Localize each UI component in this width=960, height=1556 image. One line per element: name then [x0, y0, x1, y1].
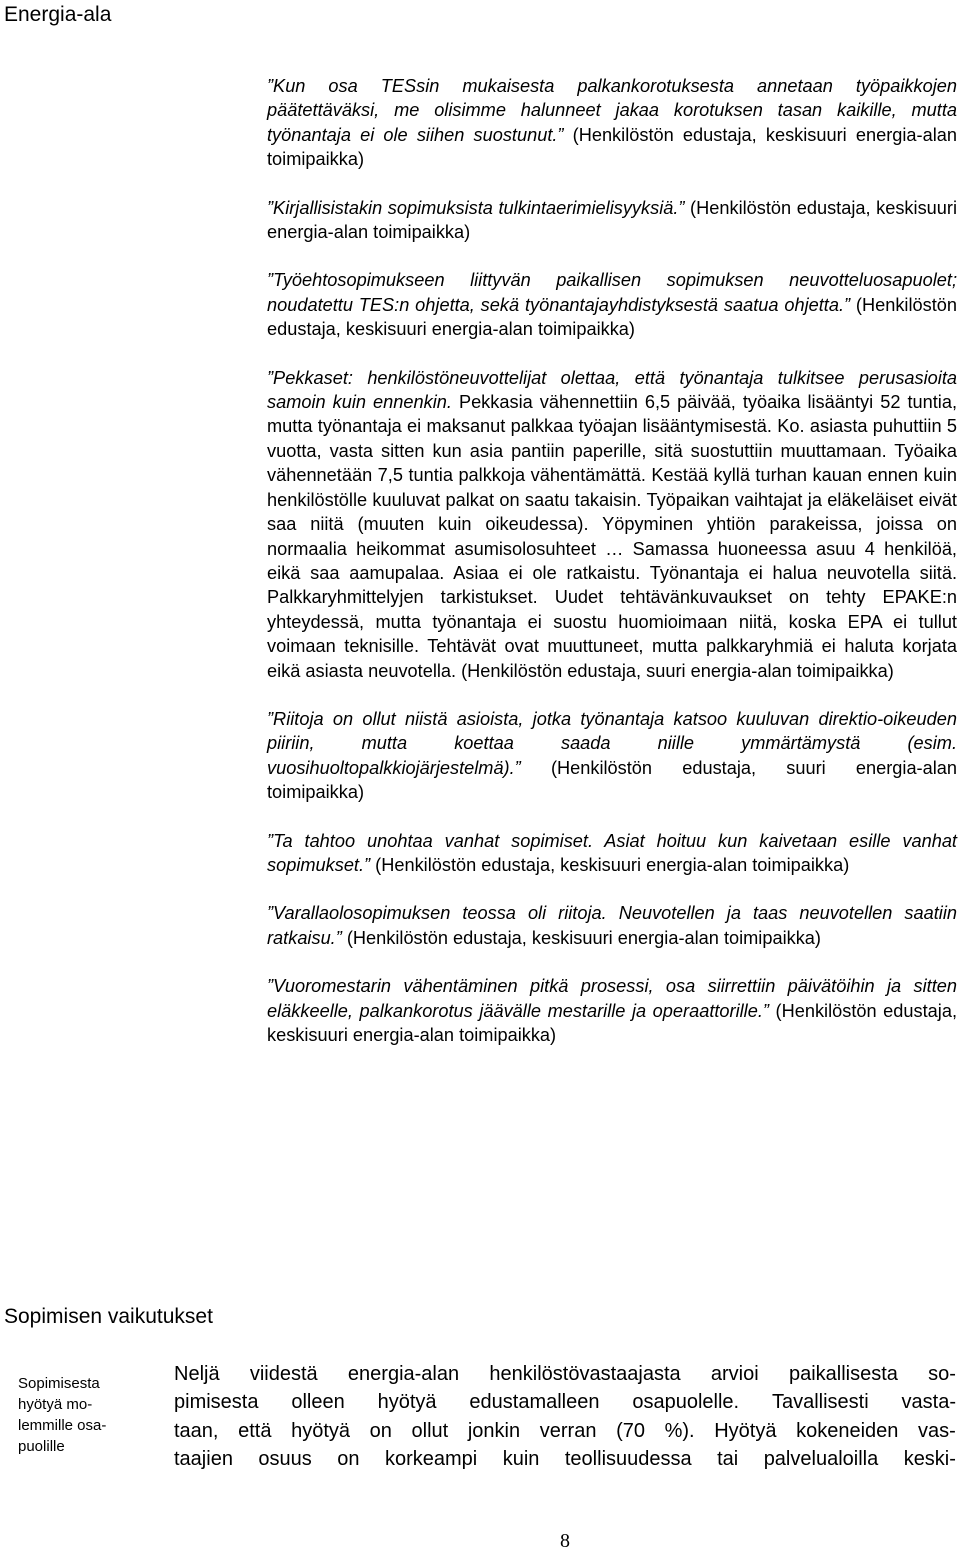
quote-paragraph: [267, 366, 957, 683]
quote-list: [267, 74, 957, 1071]
quote-source: (Henkilöstön edustaja, suuri energia-alan toimipaikka): [267, 757, 957, 803]
quote-source: (Henkilöstön edustaja, keskisuuri energia-alan toimipaikka): [267, 1000, 957, 1045]
margin-note-line: Sopimisesta: [18, 1375, 100, 1392]
body-word: (70: [616, 1419, 645, 1442]
body-word: on: [369, 1419, 392, 1442]
quote-text: ”Työehtosopimukseen liittyvän paikallisen sopimuksen neuvotteluosapuolet; noudatettu TES:n ohjetta, sekä työnantajayhdistyksestä saatua ohjetta.”: [267, 270, 957, 315]
margin-note-line: puolille: [18, 1438, 65, 1455]
body-line: [174, 1445, 956, 1473]
body-word: palvelualoilla: [763, 1447, 879, 1470]
quote-source: (Henkilöstön edustaja, keskisuuri energia-alan toimipaikka): [267, 294, 957, 340]
body-word: taan,: [174, 1419, 219, 1442]
body-word: keski-: [903, 1447, 956, 1470]
quote-text: ”Kun osa TESsin mukaisesta palkankorotuksesta annetaan työpaikkojen päätettäväksi, me olisimme halunneet jakaa korotuksen tasan kaikille, mutta työnantaja ei ole siihen suostunut.”: [267, 76, 957, 145]
body-word: paikallisesta: [788, 1363, 898, 1385]
body-word: kokeneiden: [796, 1419, 899, 1442]
quote-source: (Henkilöstön edustaja, keskisuuri energia-alan toimipaikka): [341, 927, 821, 948]
body-paragraph: [174, 1360, 956, 1473]
page-number: 8: [560, 1530, 570, 1552]
quote-paragraph: [267, 829, 957, 878]
body-line: [174, 1360, 956, 1388]
body-word: hyötyä: [291, 1419, 351, 1442]
margin-note-line: lemmille osa-: [18, 1417, 107, 1434]
body-word: teollisuudessa: [564, 1447, 692, 1470]
quote-paragraph: [267, 901, 957, 950]
body-word: so-: [928, 1363, 956, 1385]
body-word: pimisesta: [174, 1391, 259, 1414]
body-word: henkilöstövastaajasta: [489, 1363, 681, 1385]
quote-source: (Henkilöstön edustaja, keskisuuri energia-alan toimipaikka): [370, 854, 850, 875]
body-word: olleen: [291, 1391, 345, 1414]
body-word: vasta-: [901, 1391, 956, 1414]
body-word: edustamalleen: [469, 1391, 600, 1414]
body-word: ollut: [411, 1419, 449, 1442]
section-heading-energia-ala: Energia-ala: [4, 3, 112, 26]
quote-text: ”Riitoja on ollut niistä asioista, jotka työnantaja katsoo kuuluvan direktio-oikeuden piiriin, mutta koettaa saada niille ymmärtämystä (esim. vuosihuoltopalkkiojärjestelmä).”: [267, 708, 957, 778]
body-word: korkeampi: [384, 1447, 478, 1470]
quote-paragraph: [267, 268, 957, 341]
quote-paragraph: [267, 74, 957, 172]
quote-text: ”Ta tahtoo unohtaa vanhat sopimiset. Asiat hoituu kun kaivetaan esille vanhat sopimukset.”: [267, 830, 957, 875]
body-word: Neljä: [174, 1363, 220, 1385]
body-word: arvioi: [710, 1363, 759, 1385]
body-word: vas-: [918, 1419, 956, 1442]
body-word: energia-alan: [347, 1363, 460, 1385]
body-word: jonkin: [467, 1419, 521, 1442]
body-line: [174, 1417, 956, 1445]
margin-note: [18, 1373, 143, 1457]
body-word: Tavallisesti: [771, 1391, 869, 1414]
body-word: %).: [664, 1419, 695, 1442]
body-word: kuin: [502, 1447, 540, 1470]
body-word: että: [238, 1419, 272, 1442]
body-word: hyötyä: [377, 1391, 437, 1414]
quote-paragraph: [267, 974, 957, 1047]
body-word: Hyötyä: [714, 1419, 777, 1442]
body-word: verran: [539, 1419, 597, 1442]
quote-paragraph: [267, 707, 957, 805]
quote-text: ”Kirjallisistakin sopimuksista tulkintaerimielisyyksiä.”: [267, 197, 685, 218]
margin-note-line: hyötyä mo-: [18, 1396, 93, 1413]
section-heading-sopimisen-vaikutukset: Sopimisen vaikutukset: [4, 1305, 213, 1328]
body-line: [174, 1388, 956, 1416]
body-word: tai: [717, 1447, 739, 1470]
quote-text: ”Pekkaset: henkilöstöneuvottelijat olettaa, että työnantaja tulkitsee perusasioita samoin kuin ennenkin.: [267, 367, 957, 413]
quote-source: (Henkilöstön edustaja, keskisuuri energia-alan toimipaikka): [267, 124, 957, 170]
quote-paragraph: [267, 196, 957, 245]
body-word: osuus: [258, 1447, 312, 1470]
body-word: on: [337, 1447, 360, 1470]
body-word: viidestä: [249, 1363, 318, 1385]
quote-source: Pekkasia vähennettiin 6,5 päivää, työaika lisääntyi 52 tuntia, mutta työnantaja ei maksanut palkkaa työajan lisääntymisestä. Ko. asiasta puhuttiin 5 vuotta, vasta sitten kun asia pantiin paperille, sitä suostuttiin muuttamaan. Työaika vähennetään 7,5 tuntia palkkoja vähentämättä. Kestää kyllä turhan kauan ennen kuin henkilöstölle kuuluvat palkat on saatu takaisin. Työpaikan vaihtajat ja eläkeläiset eivät saa niitä (muuten kuin oikeudessa). Yöpyminen yhtiön parakeissa, joissa on normaalia heikommat asumisolosuhteet … Samassa huoneessa asuu 4 henkilöä, eikä saa aamupalaa. Asiaa ei ole ratkaistu. Työnantaja ei halua neuvotella siitä. Palkkaryhmittelyjen tarkistukset. Uudet tehtävänkuvaukset on tehty EPAKE:n yhteydessä, mutta työnantaja ei suostu huomioimaan niitä, koska EPA ei tullut voimaan teknisille. Tehtävät ovat muuttuneet, mutta palkkaryhmiä ei haluta korjata eikä asiasta neuvotella. (Henkilöstön edustaja, suuri energia-alan toimipaikka): [267, 392, 957, 681]
quote-source: (Henkilöstön edustaja, keskisuuri energia-alan toimipaikka): [267, 197, 957, 243]
quote-text: ”Vuoromestarin vähentäminen pitkä prosessi, osa siirrettiin päivätöihin ja sitten eläkkeelle, palkankorotus jäävälle mestarille ja operaattorille.”: [267, 976, 957, 1021]
quote-text: ”Varallaolosopimuksen teossa oli riitoja. Neuvotellen ja taas neuvotellen saatiin ratkaisu.”: [267, 903, 957, 948]
body-word: osapuolelle.: [632, 1391, 740, 1414]
body-word: taajien: [174, 1447, 233, 1470]
